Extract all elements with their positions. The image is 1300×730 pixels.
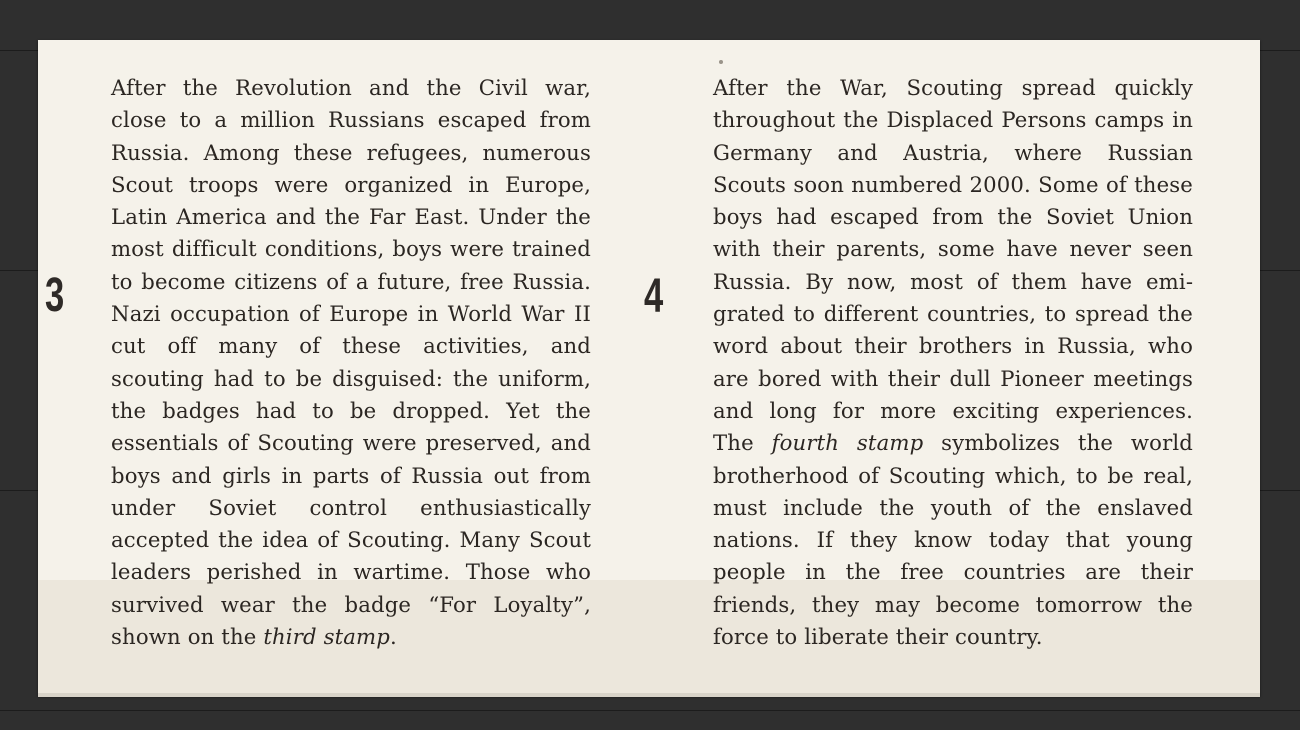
page-number-4: 4 bbox=[644, 270, 664, 323]
paper-speck bbox=[719, 60, 723, 64]
page-number-3: 3 bbox=[45, 269, 65, 322]
card-bottom-edge bbox=[38, 693, 1260, 697]
column-4-text-end: symbolizes the world brotherhood of Scouting which, to be real, must include the youth of the enslaved nations. If they know today that young people in the free countries are their friends, they may become tomorrow the force to liberate their country. bbox=[713, 430, 1193, 650]
column-4-emphasis: fourth stamp bbox=[771, 430, 924, 456]
column-3-emphasis: third stamp bbox=[263, 624, 390, 650]
column-3-text-end: . bbox=[390, 624, 397, 650]
text-column-3 bbox=[111, 72, 591, 653]
text-column-4 bbox=[713, 72, 1193, 653]
column-3-text: After the Revolution and the Civil war, close to a million Russians escaped from Russia. Among these refugees, numerous Scout troops were organized in Europe, Latin America and the Far East. Under the most difficult conditions, boys were trained to become citizens of a future, free Russia. Nazi occupation of Europe in World War II cut off many of these activities, and scouting had to be disguised: the uniform, the badges had to be dropped. Yet the essentials of Scouting were preserved, and boys and girls in parts of Russia out from under Soviet control enthusiastically accepted the idea of Scouting. Many Scout leaders perished in wartime. Those who survived wear the badge “For Loyalty”, shown on the bbox=[111, 75, 591, 650]
column-4-text: After the War, Scouting spread quickly throughout the Displaced Persons camps in Germany and Austria, where Russian Scouts soon numbered 2000. Some of these boys had escaped from the Soviet Union with their parents, some have never seen Russia. By now, most of them have emigrated to different countries, to spread the word about their brothers in Russia, who are bored with their dull Pioneer meetings and long for more exciting experiences. The bbox=[713, 75, 1193, 456]
stamp-folder-card bbox=[38, 40, 1260, 696]
